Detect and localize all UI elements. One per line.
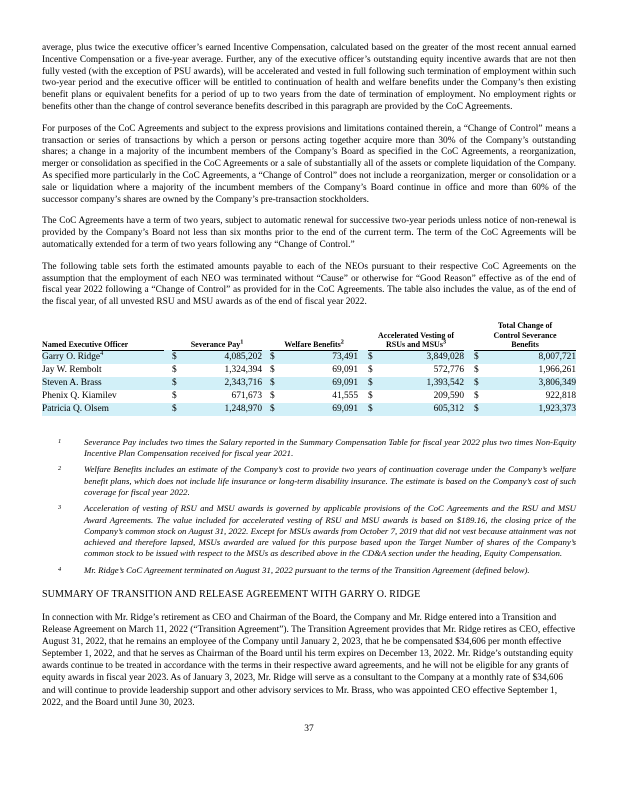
- footnote-ref-4: 4: [100, 349, 104, 357]
- body-paragraph-4: The following table sets forth the estimated amounts payable to each of the NEOs pursuant to their respective CoC Agreements on the assumption that the employment of each NEO was terminated without “Cause” or otherwise for “Good Reason” effective as of the end of fiscal year 2022 following a “Change of Control” as provided for in the CoC Agreements. The table also includes the value, as of the end of the fiscal year, of all unvested RSU and MSU awards as of the end of fiscal year 2022.: [42, 261, 576, 308]
- dollar-sign: $: [172, 350, 186, 364]
- footnote-text: Mr. Ridge’s CoC Agreement terminated on August 31, 2022 pursuant to the terms of the Transition Agreement (defined below).: [84, 564, 530, 575]
- cell-officer-name: Jay W. Rembolt: [42, 364, 102, 375]
- cell-gap: [262, 390, 270, 403]
- dollar-sign: $: [172, 390, 177, 401]
- cell-gap: [464, 377, 474, 390]
- section-heading: SUMMARY OF TRANSITION AND RELEASE AGREEMENT WITH GARRY O. RIDGE: [42, 588, 421, 600]
- dollar-sign: $: [270, 377, 284, 390]
- cell-accelerated-vesting: 3,849,028: [382, 350, 464, 364]
- dollar-sign: $: [474, 364, 479, 375]
- column-header-total-benefits: [474, 321, 576, 350]
- cell-gap: [164, 364, 172, 377]
- footnote-marker: 4: [58, 565, 62, 573]
- cell-gap: [164, 403, 172, 416]
- body-paragraph-transition: In connection with Mr. Ridge’s retirement as CEO and Chairman of the Board, the Company and Mr. Ridge entered into a Transition and Release Agreement on March 11, 2022 (“Transition Agreement”). The Transition Agreement provides that Mr. Ridge retires as CEO, effective August 31, 2022, that he remains an employee of the Company until January 2, 2023, that he be compensated $34,606 per month effective September 1, 2022, and that he serves as Chairman of the Board until his term expires on December 13, 2022. Mr. Ridge’s outstanding equity awards continue to be treated in accordance with the terms in their respective award agreements, and he will not be eligible for any grants of equity awards in fiscal year 2023. As of January 3, 2023, Mr. Ridge will serve as a consultant to the Company at a monthly rate of $34,606 and will continue to provide leadership support and other advisory services to Mr. Brass, who was appointed CEO effective September 1, 2022, and the Board until June 30, 2023.: [42, 612, 576, 708]
- footnote-ref-2: 2: [340, 338, 344, 346]
- cell-gap: [464, 350, 474, 364]
- column-header-label: Named Executive Officer: [42, 340, 129, 350]
- cell-gap: [262, 350, 270, 364]
- body-paragraph-2: For purposes of the CoC Agreements and subject to the express provisions and limitations contained therein, a “Change of Control” means a transaction or series of transactions by which a person or persons acting together acquire more than 30% of the Company’s outstanding shares; a change in a majority of the incumbent members of the Company’s Board as specified in the CoC Agreements, a reorganization, merger or consolidation as specified in the CoC Agreements or a sale of substantially all of the assets or complete liquidation of the Company. As specified more particularly in the CoC Agreements, a “Change of Control” does not include a reorganization, merger or consolidation or a sale or liquidation where a majority of the incumbent members of the Company’s Board continue in office and more than 60% of the successor company’s shares are owned by the Company’s pre-transaction stockholders.: [42, 123, 576, 205]
- table-row: [42, 350, 576, 364]
- cell-severance-pay: 2,343,716: [186, 377, 262, 390]
- cell-gap: [358, 403, 368, 416]
- cell-gap: [164, 377, 172, 390]
- cell-total-benefits: 3,806,349: [488, 377, 576, 390]
- dollar-sign: $: [172, 377, 186, 390]
- cell-severance-pay: 1,324,394: [224, 364, 263, 375]
- dollar-sign: $: [270, 350, 284, 364]
- dollar-sign: $: [270, 364, 275, 375]
- cell-welfare-benefits: 41,555: [332, 390, 359, 401]
- cell-officer-name: Garry O. Ridge$^4$: [42, 350, 164, 364]
- cell-gap: [164, 350, 172, 364]
- footnote-ref-3: 3: [442, 338, 447, 346]
- cell-welfare-benefits: 69,091: [284, 377, 358, 390]
- dollar-sign: $: [368, 390, 373, 401]
- cell-gap: [262, 377, 270, 390]
- severance-benefits-table: [42, 321, 576, 416]
- footnote-text: Severance Pay includes two times the Salary reported in the Summary Compensation Table for fiscal year 2022 plus two times Non-Equity Incentive Plan Compensation received for fiscal year 2021.: [84, 436, 576, 459]
- dollar-sign: $: [172, 403, 186, 416]
- cell-officer-name: Phenix Q. Kiamilev: [42, 390, 117, 401]
- footnotes-section: [42, 437, 576, 576]
- dollar-sign: $: [270, 403, 284, 416]
- dollar-sign: $: [474, 350, 488, 364]
- column-gap: [262, 321, 270, 350]
- dollar-sign: $: [270, 390, 275, 401]
- dollar-sign: $: [172, 364, 177, 375]
- footnote-3: [42, 503, 576, 559]
- cell-accelerated-vesting: 605,312: [382, 403, 464, 416]
- column-header-label: Accelerated Vesting of RSUs and MSUs$^3$: [378, 330, 455, 350]
- column-gap: [358, 321, 368, 350]
- cell-gap: [358, 377, 368, 390]
- column-header-named-executive-officer: [42, 321, 164, 350]
- cell-welfare-benefits: 69,091: [284, 403, 358, 416]
- column-header-label: Total Change of Control Severance Benefits: [493, 320, 557, 350]
- footnote-marker: 3: [58, 504, 62, 512]
- cell-total-benefits: 1,966,261: [538, 364, 577, 375]
- dollar-sign: $: [368, 403, 382, 416]
- column-header-accelerated-vesting: [368, 321, 464, 350]
- cell-gap: [358, 350, 368, 364]
- cell-gap: [358, 364, 368, 377]
- cell-officer-name: Patricia Q. Olsem: [42, 403, 164, 416]
- cell-welfare-benefits: 73,491: [284, 350, 358, 364]
- column-header-label: Severance Pay: [190, 340, 241, 350]
- table-row: [42, 403, 576, 416]
- footnote-marker: 2: [58, 465, 62, 473]
- dollar-sign: $: [368, 364, 373, 375]
- dollar-sign: $: [474, 403, 488, 416]
- cell-total-benefits: 8,007,721: [488, 350, 576, 364]
- cell-officer-name: Steven A. Brass: [42, 377, 164, 390]
- dollar-sign: $: [474, 390, 479, 401]
- cell-gap: [164, 390, 172, 403]
- cell-accelerated-vesting: 1,393,542: [382, 377, 464, 390]
- footnote-2: [42, 464, 576, 498]
- column-header-welfare-benefits: [270, 321, 358, 350]
- footnote-marker: 1: [58, 437, 62, 445]
- footnote-4: [42, 565, 576, 576]
- cell-severance-pay: 4,085,202: [186, 350, 262, 364]
- footnote-ref-1: 1: [240, 338, 244, 346]
- column-gap: [164, 321, 172, 350]
- column-gap: [464, 321, 474, 350]
- cell-gap: [262, 364, 270, 377]
- cell-accelerated-vesting: 572,776: [433, 364, 465, 375]
- cell-gap: [262, 403, 270, 416]
- dollar-sign: $: [474, 377, 488, 390]
- footnote-1: [42, 437, 576, 460]
- body-paragraph-1: average, plus twice the executive officer’s earned Incentive Compensation, calculated based on the greater of the most recent annual earned Incentive Compensation or a five-year average. Further, any of the executive officer’s outstanding equity incentive awards that are not then fully vested (with the exception of PSU awards), will be accelerated and vested in full following such termination of employment within such two-year period and the executive officer will be entitled to continuation of health and welfare benefits under the Company’s then existing benefit plans or equivalent benefits for a period of up to two years from the date of termination of employment. No employment rights or benefits other than the change of control severance benefits described in this paragraph are provided by the CoC Agreements.: [42, 43, 576, 112]
- dollar-sign: $: [368, 350, 382, 364]
- cell-welfare-benefits: 69,091: [332, 364, 359, 375]
- dollar-sign: $: [368, 377, 382, 390]
- table-header-row: [42, 321, 576, 350]
- column-header-label: Welfare Benefits: [284, 340, 341, 350]
- table-row: [42, 377, 576, 390]
- table-row: [42, 364, 576, 377]
- table-row: [42, 390, 576, 403]
- cell-severance-pay: 671,673: [231, 390, 263, 401]
- cell-severance-pay: 1,248,970: [186, 403, 262, 416]
- page-number: 37: [304, 723, 314, 734]
- body-paragraph-3: The CoC Agreements have a term of two years, subject to automatic renewal for successive two-year periods unless notice of non-renewal is provided by the Company’s Board not less than six months prior to the end of the current term. The term of the CoC Agreements will be automatically extended for a term of two years following any “Change of Control.”: [42, 216, 576, 250]
- cell-gap: [464, 390, 474, 403]
- footnote-text: Acceleration of vesting of RSU and MSU awards is governed by applicable provisions of the CoC Agreements and the RSU and MSU Award Agreements. The value included for accelerated vesting of RSU and MSU awards is based on $189.16, the closing price of the Company’s common stock on August 31, 2022. Except for MSUs awards from October 7, 2019 that did not vest because attainment was not achieved and therefore lapsed, MSUs awarded are valued for this purpose based upon the Target Number of shares of the Company’s common stock to be issued with respect to the MSUs as described above in the CD&A section under the heading, Equity Compensation.: [84, 503, 576, 559]
- footnote-text: Welfare Benefits includes an estimate of the Company’s cost to provide two years of continuation coverage under the Company’s welfare benefit plans, which does not include life insurance or long-term disability insurance. The estimate is based on the Company’s cost of such coverage for fiscal year 2022.: [84, 464, 576, 497]
- column-header-severance-pay: [172, 321, 262, 350]
- cell-accelerated-vesting: 209,590: [433, 390, 465, 401]
- cell-gap: [464, 403, 474, 416]
- cell-total-benefits: 922,818: [545, 390, 577, 401]
- cell-total-benefits: 1,923,373: [488, 403, 576, 416]
- cell-gap: [358, 390, 368, 403]
- cell-gap: [464, 364, 474, 377]
